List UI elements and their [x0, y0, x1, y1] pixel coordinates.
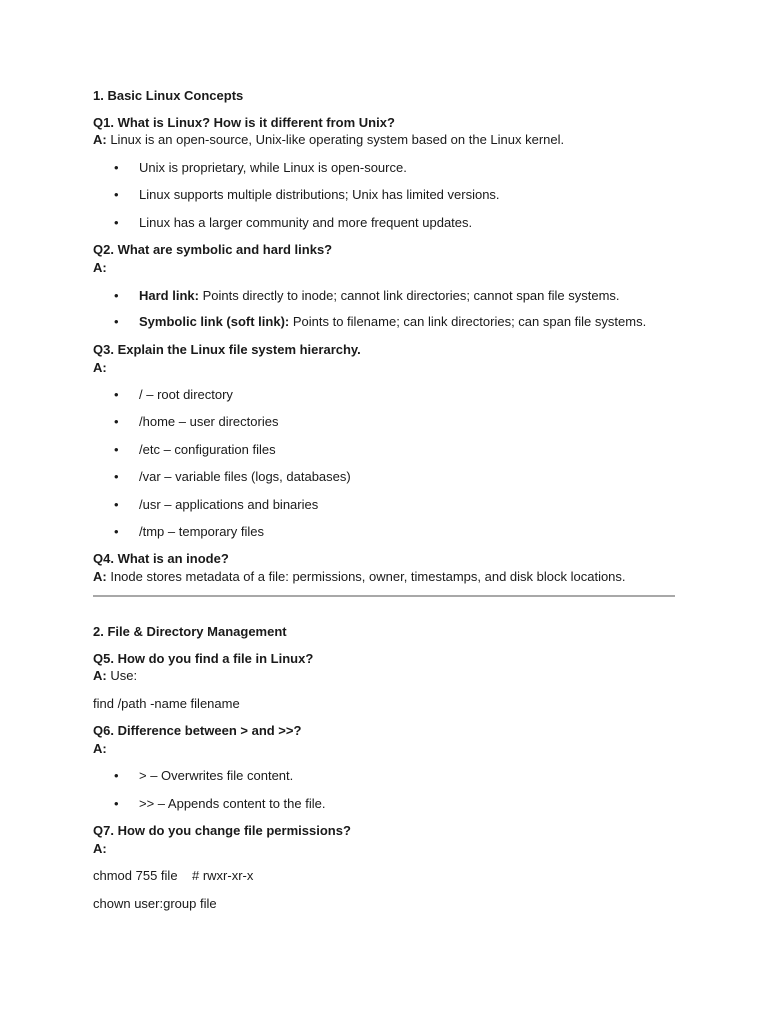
bullet-icon: • — [114, 160, 119, 175]
q5-answer — [93, 667, 137, 685]
answer-label: A: — [93, 569, 107, 584]
bullet-icon: • — [114, 215, 119, 230]
q3-question: Q3. Explain the Linux file system hierarchy. — [93, 342, 361, 357]
bullet-icon: • — [114, 497, 119, 512]
q1-answer — [93, 131, 564, 149]
term: Symbolic link (soft link): — [139, 314, 290, 329]
answer-label: A: — [93, 741, 107, 756]
term: Hard link: — [139, 288, 199, 303]
code-line: chmod 755 file # rwxr-xr-x — [93, 868, 254, 883]
q1-question: Q1. What is Linux? How is it different from Unix? — [93, 115, 395, 130]
answer-label: A: — [93, 360, 107, 375]
horizontal-divider — [93, 595, 675, 597]
section-1-title: 1. Basic Linux Concepts — [93, 88, 244, 103]
bullet-icon: • — [114, 187, 119, 202]
bullet-icon: • — [114, 524, 119, 539]
answer-text: Linux is an open-source, Unix-like operating system based on the Linux kernel. — [106, 132, 565, 147]
q6-question: Q6. Difference between > and >>? — [93, 723, 302, 738]
q5-question: Q5. How do you find a file in Linux? — [93, 651, 314, 666]
q2-question: Q2. What are symbolic and hard links? — [93, 242, 333, 257]
answer-text: Inode stores metadata of a file: permissions, owner, timestamps, and disk block locations. — [106, 569, 626, 584]
answer-label: A: — [93, 260, 107, 275]
code-line: find /path -name filename — [93, 696, 240, 711]
bullet-icon: • — [114, 768, 119, 783]
answer-text: Use: — [106, 668, 138, 683]
q7-question: Q7. How do you change file permissions? — [93, 823, 351, 838]
bullet-icon: • — [114, 469, 119, 484]
bullet-icon: • — [114, 314, 119, 329]
answer-label: A: — [93, 132, 107, 147]
section-2-title: 2. File & Directory Management — [93, 624, 287, 639]
answer-label: A: — [93, 668, 107, 683]
bullet-icon: • — [114, 796, 119, 811]
bullet-icon: • — [114, 414, 119, 429]
bullet-icon: • — [114, 288, 119, 303]
bullet-icon: • — [114, 442, 119, 457]
bullet-icon: • — [114, 387, 119, 402]
q4-answer — [93, 568, 626, 586]
q4-question: Q4. What is an inode? — [93, 551, 229, 566]
code-line: chown user:group file — [93, 896, 217, 911]
answer-label: A: — [93, 841, 107, 856]
